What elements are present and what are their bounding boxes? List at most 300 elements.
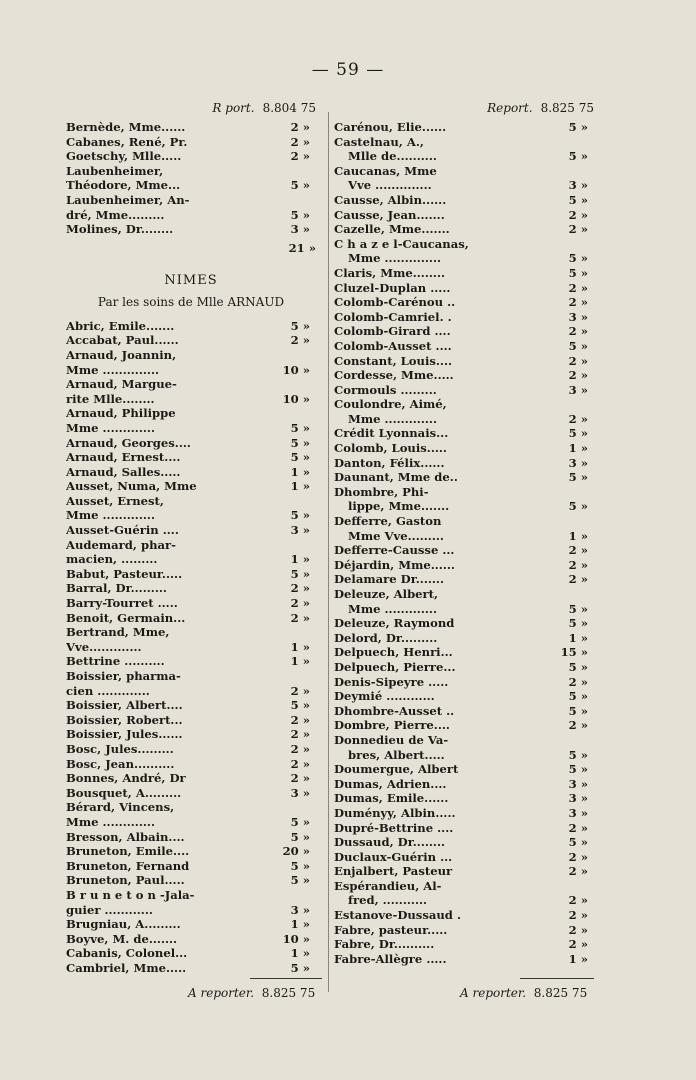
list-item [66, 392, 316, 407]
entry-amount: 2 » [568, 324, 588, 339]
entry-name: Danton, Félix...... [334, 455, 445, 470]
entry-amount: 5 » [290, 450, 310, 465]
list-item [334, 499, 594, 514]
right-footer-amount: 8.825 75 [533, 986, 588, 1000]
entry-name: Arnaud, Philippe [66, 406, 176, 421]
section-title: NIMES [164, 272, 218, 288]
entry-name: Cambriel, Mme..... [66, 960, 187, 975]
list-item [66, 552, 316, 567]
entry-amount: 1 » [290, 479, 310, 494]
list-item [334, 689, 594, 704]
entry-amount: 2 » [568, 908, 588, 923]
entry-amount: 5 » [290, 508, 310, 523]
list-item [66, 917, 316, 932]
entry-name: Deymié ............ [334, 689, 435, 704]
list-item [66, 815, 316, 830]
list-item [334, 937, 594, 952]
entry-amount: 5 » [568, 659, 588, 674]
list-item [66, 713, 316, 728]
entry-name: Bettrine .......... [66, 654, 165, 669]
entry-amount: 1 » [290, 917, 310, 932]
entry-name: cien ............. [66, 683, 150, 698]
entry-name: Caucanas, Mme [334, 163, 437, 178]
list-item [334, 791, 594, 806]
left-subtotal: 21 » [288, 240, 316, 255]
entry-name: Cabanis, Colonel... [66, 946, 188, 961]
entry-amount: 2 » [568, 849, 588, 864]
entry-name: Cluzel-Duplan ..... [334, 280, 451, 295]
list-item [334, 470, 594, 485]
entry-name: Crédit Lyonnais... [334, 426, 449, 441]
entry-amount: 5 » [568, 616, 588, 631]
list-item [334, 645, 594, 660]
entry-name: Mme .............. [66, 362, 160, 377]
list-item [334, 208, 594, 223]
entry-amount: 5 » [290, 873, 310, 888]
entry-amount: 2 » [290, 683, 310, 698]
entry-amount: 2 » [568, 543, 588, 558]
entry-amount: 5 » [290, 435, 310, 450]
entry-name: Arnaud, Georges.... [66, 435, 191, 450]
left-footer-label: A reporter. [188, 986, 255, 1000]
entry-name: Dumas, Adrien.... [334, 776, 447, 791]
list-item [334, 178, 594, 193]
entry-amount: 5 » [568, 426, 588, 441]
list-item [334, 514, 594, 529]
entry-amount: 2 » [568, 893, 588, 908]
list-item [66, 844, 316, 859]
list-item [66, 961, 316, 976]
entry-name: Dupré-Bettrine .... [334, 820, 454, 835]
entry-amount: 3 » [290, 902, 310, 917]
entry-name: Daunant, Mme de.. [334, 470, 458, 485]
entry-amount: 5 » [290, 814, 310, 829]
entry-amount: 5 » [290, 566, 310, 581]
list-item [66, 742, 316, 757]
entry-name: Causse, Albin...... [334, 192, 447, 207]
entry-amount: 1 » [568, 951, 588, 966]
entry-amount: 1 » [568, 630, 588, 645]
entry-name: Théodore, Mme... [66, 178, 181, 193]
list-item [334, 631, 594, 646]
entry-amount: 3 » [568, 178, 588, 193]
list-item [66, 319, 316, 334]
list-item [334, 529, 594, 544]
right-entries [334, 120, 594, 966]
entry-name: Boyve, M. de....... [66, 931, 178, 946]
right-report-amount: 8.825 75 [540, 101, 594, 115]
entry-name: Cabanes, René, Pr. [66, 134, 188, 149]
entry-name: Cormouls ......... [334, 382, 437, 397]
list-item [334, 310, 594, 325]
entry-name: Bresson, Albain.... [66, 829, 185, 844]
list-item [334, 441, 594, 456]
list-item [66, 581, 316, 596]
entry-name: C h a z e l-Caucanas, [334, 236, 469, 251]
entry-name: Bosc, Jean.......... [66, 756, 175, 771]
entry-amount: 5 » [568, 762, 588, 777]
list-item [334, 864, 594, 879]
left-report-label: R port. [212, 101, 255, 115]
entry-name: Mlle de.......... [348, 149, 437, 164]
list-item [66, 830, 316, 845]
entry-name: Dussaud, Dr........ [334, 835, 446, 850]
entry-name: Mme .............. [348, 251, 442, 266]
entry-name: Duclaux-Guérin ... [334, 849, 453, 864]
entry-name: Barry-Tourret ..... [66, 596, 178, 611]
entry-amount: 5 » [290, 318, 310, 333]
entry-name: Mme ............. [66, 814, 155, 829]
entry-amount: 5 » [568, 689, 588, 704]
list-item [66, 684, 316, 699]
entry-amount: 2 » [568, 922, 588, 937]
entry-name: Coulondre, Aimé, [334, 397, 447, 412]
entry-name: Carénou, Elie...... [334, 120, 447, 134]
list-item [66, 135, 316, 150]
entry-name: Delamare Dr....... [334, 572, 444, 587]
entry-name: Bertrand, Mme, [66, 625, 170, 640]
list-item [334, 821, 594, 836]
list-item [334, 412, 594, 427]
entry-amount: 5 » [290, 858, 310, 873]
entry-amount: 2 » [290, 134, 310, 149]
entry-amount: 5 » [568, 747, 588, 762]
entry-name: Ausset-Guérin .... [66, 523, 179, 538]
list-item [334, 368, 594, 383]
entry-name: Brugniau, A......... [66, 917, 181, 932]
list-item [334, 426, 594, 441]
entry-amount: 3 » [568, 309, 588, 324]
entry-amount: 2 » [568, 207, 588, 222]
list-item [334, 748, 594, 763]
list-item [66, 120, 316, 135]
list-item [66, 222, 316, 237]
list-item [334, 572, 594, 587]
entry-name: Espérandieu, Al- [334, 878, 442, 893]
list-item [66, 903, 316, 918]
entry-name: Accabat, Paul...... [66, 333, 179, 348]
entry-name: Laubenheimer, An- [66, 192, 190, 207]
entry-amount: 2 » [290, 596, 310, 611]
list-item [66, 508, 316, 523]
entry-name: Deleuze, Raymond [334, 616, 455, 631]
entry-amount: 2 » [290, 149, 310, 164]
entry-amount: 3 » [290, 222, 310, 237]
list-item [334, 850, 594, 865]
entry-name: Arnaud, Salles..... [66, 464, 181, 479]
entry-name: lippe, Mme....... [348, 499, 450, 514]
entry-name: Colomb-Girard .... [334, 324, 451, 339]
entry-amount: 5 » [568, 265, 588, 280]
entry-name: Bruneton, Fernand [66, 858, 190, 873]
entry-amount: 2 » [568, 411, 588, 426]
entry-name: Audemard, phar- [66, 537, 176, 552]
left-column [66, 100, 316, 975]
entry-name: Ausset, Numa, Mme [66, 479, 197, 494]
entry-amount: 1 » [290, 552, 310, 567]
list-item [66, 859, 316, 874]
entry-amount: 5 » [568, 703, 588, 718]
entry-name: Delord, Dr......... [334, 630, 438, 645]
entry-name: Deleuze, Albert, [334, 587, 439, 601]
entry-name: Enjalbert, Pasteur [334, 864, 453, 879]
entry-name: Estanove-Dussaud . [334, 908, 461, 923]
entry-amount: 5 » [568, 601, 588, 616]
entry-name: Defferre-Causse ... [334, 543, 455, 558]
entry-amount: 3 » [568, 805, 588, 820]
list-item [334, 908, 594, 923]
list-item [66, 888, 316, 903]
entry-amount: 1 » [290, 639, 310, 654]
list-item [334, 558, 594, 573]
list-item [66, 363, 316, 378]
list-item [334, 660, 594, 675]
entry-name: Arnaud, Margue- [66, 377, 177, 392]
entry-name: Fabre, Dr.......... [334, 937, 435, 952]
entry-amount: 2 » [290, 712, 310, 727]
entry-amount: 5 » [568, 192, 588, 207]
left-footer-amount: 8.825 75 [261, 986, 316, 1000]
list-item [66, 377, 316, 392]
entry-name: Claris, Mme........ [334, 265, 446, 280]
entry-name: Bruneton, Paul..... [66, 873, 185, 888]
entry-amount: 2 » [568, 368, 588, 383]
list-item [66, 348, 316, 363]
right-footer-rule [520, 978, 594, 979]
list-item [66, 421, 316, 436]
list-item [334, 587, 594, 602]
list-item [66, 786, 316, 801]
entry-name: Defferre, Gaston [334, 514, 442, 529]
entry-name: Mme Vve......... [348, 528, 444, 543]
list-item [334, 266, 594, 281]
entry-amount: 5 » [290, 960, 310, 975]
list-item [334, 835, 594, 850]
list-item [334, 354, 594, 369]
section-subtitle: Par les soins de Mlle ARNAUD [97, 294, 285, 309]
entry-amount: 2 » [290, 741, 310, 756]
list-item [334, 237, 594, 252]
entry-amount: 2 » [290, 756, 310, 771]
entry-name: Bousquet, A......... [66, 785, 182, 800]
entry-amount: 2 » [568, 353, 588, 368]
list-item [66, 193, 316, 208]
list-item [66, 757, 316, 772]
entry-name: Arnaud, Joannin, [66, 347, 177, 362]
column-divider [328, 112, 329, 992]
entry-amount: 2 » [568, 557, 588, 572]
entry-amount: 2 » [568, 572, 588, 587]
list-item [66, 523, 316, 538]
list-item [334, 222, 594, 237]
entry-name: Mme ............. [66, 508, 155, 523]
entry-amount: 3 » [568, 382, 588, 397]
entry-amount: 15 » [560, 645, 588, 660]
list-item [334, 733, 594, 748]
list-item [334, 456, 594, 471]
entry-name: Benoit, Germain... [66, 610, 186, 625]
list-item [66, 333, 316, 348]
list-item [66, 932, 316, 947]
list-item [66, 873, 316, 888]
list-item [334, 164, 594, 179]
right-report-line [334, 100, 594, 116]
entry-amount: 2 » [290, 333, 310, 348]
entry-name: Cazelle, Mme....... [334, 222, 450, 237]
list-item [334, 383, 594, 398]
list-item [334, 193, 594, 208]
entry-name: Boissier, Robert... [66, 712, 183, 727]
list-item [334, 397, 594, 412]
entry-name: Boissier, pharma- [66, 669, 181, 683]
left-report-amount: 8.804 75 [262, 101, 316, 115]
list-item [334, 616, 594, 631]
list-item [334, 704, 594, 719]
entry-name: Déjardin, Mme...... [334, 557, 455, 572]
entry-amount: 3 » [568, 455, 588, 470]
entry-amount: 3 » [568, 791, 588, 806]
entry-amount: 2 » [568, 864, 588, 879]
list-item [334, 718, 594, 733]
entry-name: Delpuech, Pierre... [334, 659, 456, 674]
entry-amount: 5 » [290, 207, 310, 222]
entry-amount: 5 » [568, 338, 588, 353]
entry-amount: 5 » [568, 120, 588, 134]
list-item [334, 120, 594, 135]
list-item [334, 952, 594, 967]
entry-amount: 2 » [290, 771, 310, 786]
left-entries-a [66, 120, 316, 237]
entry-amount: 2 » [568, 820, 588, 835]
list-item [334, 806, 594, 821]
list-item [66, 436, 316, 451]
list-item [334, 777, 594, 792]
right-report-label: Report. [487, 101, 533, 115]
entry-amount: 2 » [568, 222, 588, 237]
entry-amount: 5 » [290, 178, 310, 193]
list-item [66, 178, 316, 193]
entry-name: Cordesse, Mme..... [334, 368, 454, 383]
list-item [66, 698, 316, 713]
list-item [334, 324, 594, 339]
list-item [66, 946, 316, 961]
right-footer [460, 986, 587, 1000]
entry-name: Duményy, Albin..... [334, 805, 456, 820]
entry-name: Bruneton, Emile.... [66, 844, 190, 859]
entry-name: Donnedieu de Va- [334, 732, 449, 747]
entry-name: bres, Albert..... [348, 747, 445, 762]
page-number: — 59 — [311, 60, 385, 80]
list-item [334, 339, 594, 354]
list-item [334, 251, 594, 266]
entry-amount: 5 » [290, 420, 310, 435]
entry-name: dré, Mme......... [66, 207, 165, 222]
entry-name: macien, ......... [66, 552, 158, 567]
entry-amount: 5 » [568, 499, 588, 514]
entry-name: Abric, Emile....... [66, 318, 175, 333]
entry-name: Fabre-Allègre ..... [334, 951, 447, 966]
entry-name: Bonnes, André, Dr [66, 771, 186, 786]
list-item [66, 625, 316, 640]
entry-name: Dumas, Emile...... [334, 791, 449, 806]
entry-amount: 3 » [290, 523, 310, 538]
entry-name: Vve .............. [348, 178, 432, 193]
right-column [334, 100, 594, 966]
entry-amount: 5 » [290, 829, 310, 844]
list-item [334, 295, 594, 310]
list-item [66, 208, 316, 223]
entry-amount: 1 » [290, 464, 310, 479]
entry-name: Bérard, Vincens, [66, 800, 175, 815]
entry-amount: 2 » [568, 295, 588, 310]
entry-amount: 2 » [568, 674, 588, 689]
right-footer-label: A reporter. [460, 986, 527, 1000]
list-item [66, 538, 316, 553]
entry-amount: 1 » [568, 441, 588, 456]
entry-name: Barral, Dr......... [66, 581, 167, 596]
list-item [334, 281, 594, 296]
entry-amount: 2 » [290, 120, 310, 134]
list-item [334, 135, 594, 150]
entry-amount: 10 » [282, 391, 310, 406]
list-item [334, 762, 594, 777]
entry-name: Molines, Dr........ [66, 222, 174, 237]
entry-amount: 5 » [568, 835, 588, 850]
left-footer [188, 986, 315, 1000]
entry-name: Fabre, pasteur..... [334, 922, 448, 937]
entry-name: B r u n e t o n -Jala- [66, 887, 195, 902]
list-item [66, 450, 316, 465]
entry-name: Denis-Sipeyre ..... [334, 674, 449, 689]
entry-name: Colomb, Louis..... [334, 441, 447, 456]
entry-name: Colomb-Carénou .. [334, 295, 456, 310]
entry-name: Colomb-Ausset .... [334, 338, 452, 353]
entry-amount: 5 » [290, 698, 310, 713]
entry-name: Boissier, Jules...... [66, 727, 183, 742]
entry-amount: 1 » [290, 946, 310, 961]
entry-amount: 5 » [568, 251, 588, 266]
entry-amount: 10 » [282, 362, 310, 377]
list-item [66, 640, 316, 655]
entry-amount: 3 » [568, 776, 588, 791]
list-item [334, 923, 594, 938]
entry-name: Ausset, Ernest, [66, 493, 164, 508]
list-item [66, 727, 316, 742]
list-item [66, 567, 316, 582]
entry-name: Castelnau, A., [334, 134, 424, 149]
entry-amount: 2 » [290, 727, 310, 742]
entry-amount: 2 » [568, 937, 588, 952]
list-item [66, 800, 316, 815]
list-item [334, 879, 594, 894]
entry-amount: 3 » [290, 785, 310, 800]
list-item [66, 149, 316, 164]
entry-name: Mme ............. [348, 411, 437, 426]
entry-amount: 1 » [568, 528, 588, 543]
entry-name: Boissier, Albert.... [66, 698, 183, 713]
list-item [66, 494, 316, 509]
entry-amount: 10 » [282, 931, 310, 946]
list-item [334, 602, 594, 617]
entry-name: Mme ............. [348, 601, 437, 616]
left-footer-rule [250, 978, 322, 979]
entry-name: Dhombre, Phi- [334, 484, 429, 499]
entry-name: rite Mlle........ [66, 391, 155, 406]
entry-name: guier ............ [66, 902, 153, 917]
list-item [66, 654, 316, 669]
left-entries-b [66, 319, 316, 976]
entry-name: Laubenheimer, [66, 163, 164, 178]
